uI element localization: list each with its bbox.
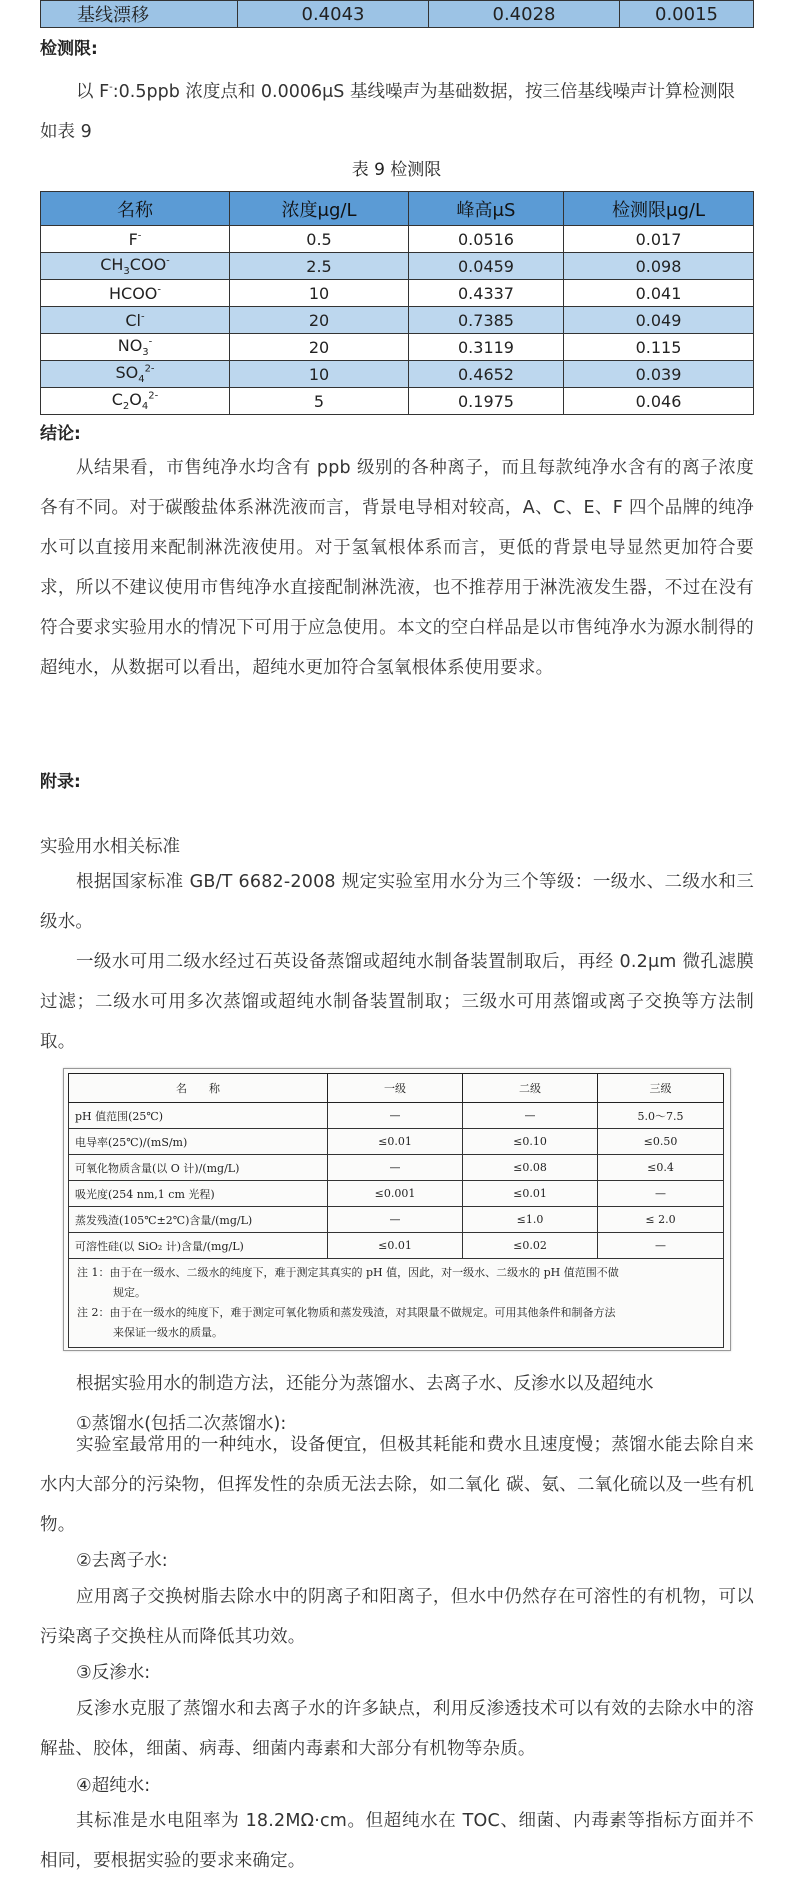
note-1: 注 1：由于在一级水、二级水的纯度下，难于测定其真实的 pH 值，因此，对一级水、二级水的 pH 值范围不做 xyxy=(77,1266,619,1279)
row-label: 基线漂移 xyxy=(41,1,238,28)
cell: — xyxy=(463,1103,598,1129)
distilled-water-title: ①蒸馏水(包括二次蒸馏水): xyxy=(76,1414,287,1434)
cell: 电导率(25℃)/(mS/m) xyxy=(69,1129,328,1155)
table-row xyxy=(41,253,754,280)
table-row xyxy=(41,226,754,253)
col-header: 一级 xyxy=(328,1074,463,1103)
cell: 0.0015 xyxy=(620,1,754,28)
detection-limit-heading: 检测限: xyxy=(40,39,98,59)
cell: ≤0.50 xyxy=(598,1129,724,1155)
table-notes xyxy=(69,1259,724,1348)
detection-intro-line2: 如表 9 xyxy=(40,122,92,142)
cell: ≤0.08 xyxy=(463,1155,598,1181)
ion-name: $CH_3COO^-$ xyxy=(41,253,230,280)
notes-row xyxy=(69,1259,724,1348)
cell: 0.4337 xyxy=(409,280,564,307)
cell: 20 xyxy=(230,307,409,334)
deionized-water-title: ②去离子水: xyxy=(76,1551,168,1571)
col-header: 二级 xyxy=(463,1074,598,1103)
ultrapure-water-text: 其标准是水电阻率为 18.2MΩ·cm。但超纯水在 TOC、细菌、内毒素等指标方面并不相同，要根据实验的要求来确定。 xyxy=(40,1811,754,1871)
intro-sup: - xyxy=(109,82,113,94)
cell: — xyxy=(328,1207,463,1233)
intro-text-b: :0.5ppb 浓度点和 0.0006μS 基线噪声为基础数据，按三倍基线噪声计算检测限 xyxy=(112,82,735,102)
cell: 20 xyxy=(230,334,409,361)
cell: 蒸发残渣(105℃±2℃)含量/(mg/L) xyxy=(69,1207,328,1233)
cell: 0.049 xyxy=(564,307,754,334)
cell: 0.098 xyxy=(564,253,754,280)
cell: ≤0.01 xyxy=(463,1181,598,1207)
table-row xyxy=(41,388,754,415)
cell: 2.5 xyxy=(230,253,409,280)
cell: 0.039 xyxy=(564,361,754,388)
conclusion-paragraph: 从结果看，市售纯净水均含有 ppb 级别的各种离子，而且每款纯净水含有的离子浓度各有不同。对于碳酸盐体系淋洗液而言，背景电导相对较高，A、C、E、F 四个品牌的纯净水可以直接用来配制淋洗液使用。对于氢氧根体系而言，更低的背景电导显然更加符合要求，所以不建议使用市售纯净水直接配制淋洗液，也不推荐用于淋洗液发生器，不过在没有符合要求实验用水的情况下可用于应急使用。本文的空白样品是以市售纯净水为源水制得的超纯水，从数据可以看出，超纯水更加符合氢氧根体系使用要求。 xyxy=(40,458,754,678)
col-header: 浓度μg/L xyxy=(230,192,409,226)
cell: ≤0.01 xyxy=(328,1129,463,1155)
cell: 0.046 xyxy=(564,388,754,415)
cell: 可氧化物质含量(以 O 计)/(mg/L) xyxy=(69,1155,328,1181)
cell: 10 xyxy=(230,280,409,307)
table-header-row xyxy=(41,192,754,226)
appendix-subtitle: 实验用水相关标准 xyxy=(40,837,180,857)
note-1-cont: 规定。 xyxy=(113,1286,146,1299)
cell: 可溶性硅(以 SiO₂ 计)含量/(mg/L) xyxy=(69,1233,328,1259)
cell: ≤0.02 xyxy=(463,1233,598,1259)
cell: — xyxy=(328,1155,463,1181)
cell: — xyxy=(598,1181,724,1207)
cell: ≤0.4 xyxy=(598,1155,724,1181)
ion-name: Cl- xyxy=(41,307,230,334)
cell: 0.4043 xyxy=(238,1,429,28)
cell: ≤0.01 xyxy=(328,1233,463,1259)
col-header: 名 称 xyxy=(69,1074,328,1103)
ion-name: $C_2O_4^{2-}$ xyxy=(41,388,230,415)
cell: 5 xyxy=(230,388,409,415)
col-header: 三级 xyxy=(598,1074,724,1103)
col-header: 峰高μS xyxy=(409,192,564,226)
ion-name: $NO_3^-$ xyxy=(41,334,230,361)
note-2: 注 2：由于在一级水的纯度下，难于测定可氧化物质和蒸发残渣，对其限量不做规定。可用其他条件和制备方法 xyxy=(77,1306,616,1319)
cell: 0.017 xyxy=(564,226,754,253)
table-row xyxy=(69,1129,724,1155)
ro-water-text: 反渗水克服了蒸馏水和去离子水的许多缺点，利用反渗透技术可以有效的去除水中的溶解盐、胶体，细菌、病毒、细菌内毒素和大部分有机物等杂质。 xyxy=(40,1699,754,1759)
table-row xyxy=(41,280,754,307)
distilled-water-text: 实验室最常用的一种纯水，设备便宜，但极其耗能和费水且速度慢；蒸馏水能去除自来水内大部分的污染物，但挥发性的杂质无法去除，如二氧化 碳、氨、二氧化硫以及一些有机物。 xyxy=(40,1435,754,1535)
cell: 吸光度(254 nm,1 cm 光程) xyxy=(69,1181,328,1207)
appendix-paragraph-2: 一级水可用二级水经过石英设备蒸馏或超纯水制备装置制取后，再经 0.2μm 微孔滤膜过滤；二级水可用多次蒸馏或超纯水制备装置制取；三级水可用蒸馏或离子交换等方法制取。 xyxy=(40,952,754,1052)
cell: ≤0.10 xyxy=(463,1129,598,1155)
table-row xyxy=(41,334,754,361)
cell: 10 xyxy=(230,361,409,388)
cell: 5.0～7.5 xyxy=(598,1103,724,1129)
cell: 0.4028 xyxy=(429,1,620,28)
appendix-paragraph-1: 根据国家标准 GB/T 6682-2008 规定实验室用水分为三个等级：一级水、二级水和三级水。 xyxy=(40,872,754,932)
detection-intro-line1 xyxy=(76,78,735,103)
detection-limit-table xyxy=(40,191,754,415)
table-row xyxy=(69,1233,724,1259)
table-header-row xyxy=(69,1074,724,1103)
water-grade-standard-table xyxy=(68,1073,724,1348)
cell: 0.041 xyxy=(564,280,754,307)
cell: ≤ 2.0 xyxy=(598,1207,724,1233)
ion-name: F- xyxy=(41,226,230,253)
cell: 0.115 xyxy=(564,334,754,361)
table-row xyxy=(69,1207,724,1233)
ion-name: HCOO- xyxy=(41,280,230,307)
appendix-heading: 附录: xyxy=(40,772,81,792)
cell: 0.0459 xyxy=(409,253,564,280)
ultrapure-water-title: ④超纯水: xyxy=(76,1776,151,1796)
table-row xyxy=(69,1181,724,1207)
table-row xyxy=(41,307,754,334)
deionized-water-text: 应用离子交换树脂去除水中的阴离子和阳离子，但水中仍然存在可溶性的有机物，可以污染离子交换柱从而降低其功效。 xyxy=(40,1587,754,1647)
cell: 0.4652 xyxy=(409,361,564,388)
water-types-intro: 根据实验用水的制造方法，还能分为蒸馏水、去离子水、反渗水以及超纯水 xyxy=(76,1374,654,1394)
cell: 0.0516 xyxy=(409,226,564,253)
cell: ≤0.001 xyxy=(328,1181,463,1207)
cell: — xyxy=(328,1103,463,1129)
cell: pH 值范围(25℃) xyxy=(69,1103,328,1129)
ro-water-title: ③反渗水: xyxy=(76,1663,151,1683)
table-caption: 表 9 检测限 xyxy=(351,160,442,180)
ion-name: $SO_4^{2-}$ xyxy=(41,361,230,388)
cell: 0.5 xyxy=(230,226,409,253)
col-header: 名称 xyxy=(41,192,230,226)
cell: 0.3119 xyxy=(409,334,564,361)
cell: — xyxy=(598,1233,724,1259)
cell: 0.1975 xyxy=(409,388,564,415)
baseline-drift-row xyxy=(40,0,754,28)
table-row xyxy=(41,361,754,388)
note-2-cont: 来保证一级水的质量。 xyxy=(113,1326,223,1339)
table-row xyxy=(69,1155,724,1181)
intro-text: 以 F xyxy=(76,82,110,102)
cell: ≤1.0 xyxy=(463,1207,598,1233)
water-grade-standard-image xyxy=(63,1068,731,1351)
table-row xyxy=(69,1103,724,1129)
conclusion-heading: 结论: xyxy=(40,424,81,444)
col-header: 检测限μg/L xyxy=(564,192,754,226)
cell: 0.7385 xyxy=(409,307,564,334)
